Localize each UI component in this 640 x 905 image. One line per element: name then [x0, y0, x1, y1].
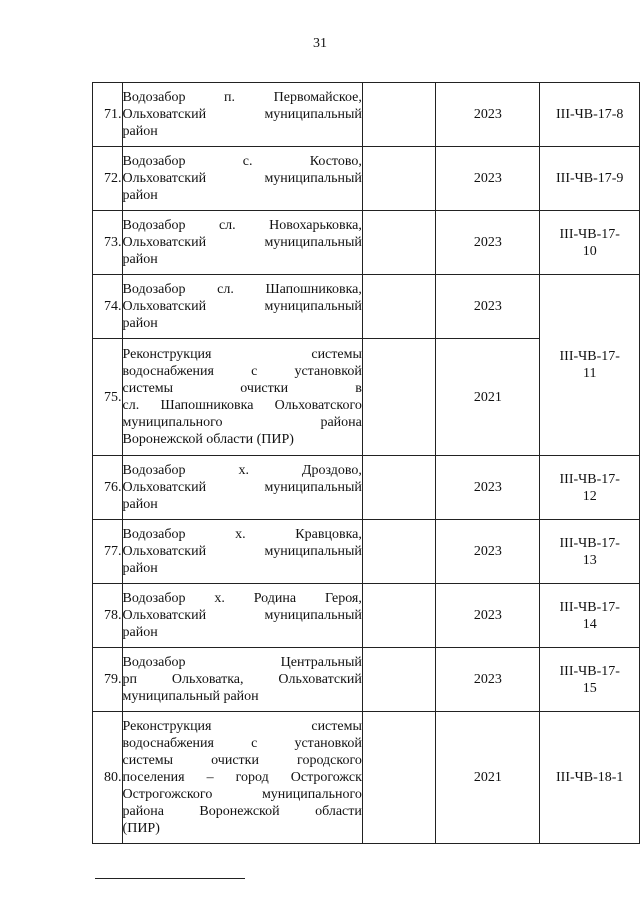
code-cell	[540, 83, 640, 147]
code-line: 12	[582, 488, 597, 504]
object-description	[122, 520, 362, 584]
description-line: Ольховатский муниципальный	[122, 544, 362, 559]
description-line: Водозабор х. Дроздово,	[122, 463, 362, 478]
year-cell: 2021	[436, 339, 540, 456]
table-row	[93, 456, 640, 520]
description-line: Ольховатский муниципальный	[122, 171, 362, 186]
description-line: Воронежской области (ПИР)	[122, 432, 294, 447]
code-cell-merged	[540, 275, 640, 456]
code-line: III-ЧВ-17-9	[556, 171, 624, 186]
year-cell: 2021	[436, 712, 540, 844]
description-line: Водозабор с. Костово,	[122, 154, 362, 169]
year-cell: 2023	[436, 520, 540, 584]
code-cell	[540, 584, 640, 648]
empty-cell	[362, 83, 435, 147]
code-line: 10	[582, 243, 597, 259]
year-cell: 2023	[436, 83, 540, 147]
table-row	[93, 648, 640, 712]
description-line: сл. Шапошниковка Ольховатского	[122, 398, 362, 413]
year-cell: 2023	[436, 456, 540, 520]
object-description	[122, 275, 362, 339]
table-row	[93, 147, 640, 211]
empty-cell	[362, 584, 435, 648]
objects-table	[92, 82, 640, 844]
object-description	[122, 648, 362, 712]
object-description	[122, 456, 362, 520]
table-row	[93, 83, 640, 147]
description-line: Водозабор сл. Новохарьковка,	[122, 218, 362, 233]
description-line: район	[122, 561, 158, 576]
row-number: 73.	[93, 211, 123, 275]
description-line: Водозабор п. Первомайское,	[122, 90, 362, 105]
table-row	[93, 275, 640, 339]
table-row	[93, 712, 640, 844]
code-line: III-ЧВ-17-	[559, 226, 620, 242]
code-line: III-ЧВ-17-	[559, 663, 620, 679]
object-description	[122, 339, 362, 456]
empty-cell	[362, 456, 435, 520]
page-number: 31	[313, 36, 327, 51]
code-cell	[540, 520, 640, 584]
code-line: III-ЧВ-17-	[559, 349, 620, 364]
description-line: Водозабор х. Родина Героя,	[122, 591, 362, 606]
row-number: 77.	[93, 520, 123, 584]
description-line: Реконструкция системы	[122, 347, 362, 362]
object-description	[122, 211, 362, 275]
code-cell	[540, 211, 640, 275]
description-line: поселения – город Острогожск	[122, 770, 362, 785]
empty-cell	[362, 339, 435, 456]
code-line: III-ЧВ-17-	[559, 535, 620, 551]
object-description	[122, 83, 362, 147]
object-description	[122, 147, 362, 211]
footnote-separator	[95, 878, 245, 879]
description-line: системы очистки городского	[122, 753, 362, 768]
code-line: 14	[582, 616, 597, 632]
table-row	[93, 211, 640, 275]
year-cell: 2023	[436, 648, 540, 712]
description-line: Острогожского муниципального	[122, 787, 362, 802]
description-line: Ольховатский муниципальный	[122, 299, 362, 314]
year-cell: 2023	[436, 147, 540, 211]
description-line: Ольховатский муниципальный	[122, 608, 362, 623]
description-line: (ПИР)	[122, 821, 160, 836]
description-line: муниципальный район	[122, 689, 259, 704]
table-row	[93, 584, 640, 648]
table-row	[93, 520, 640, 584]
description-line: района Воронежской области	[122, 804, 362, 819]
empty-cell	[362, 520, 435, 584]
code-line: 13	[582, 552, 597, 568]
description-line: Ольховатский муниципальный	[122, 235, 362, 250]
description-line: системы очистки в	[122, 381, 362, 396]
description-line: Реконструкция системы	[122, 719, 362, 734]
description-line: район	[122, 124, 158, 139]
description-line: район	[122, 316, 158, 331]
code-cell	[540, 648, 640, 712]
empty-cell	[362, 648, 435, 712]
code-cell	[540, 712, 640, 844]
code-line: III-ЧВ-17-8	[556, 107, 624, 122]
empty-cell	[362, 275, 435, 339]
code-cell	[540, 456, 640, 520]
code-line: 15	[582, 680, 597, 696]
code-line: III-ЧВ-18-1	[556, 770, 624, 785]
year-cell: 2023	[436, 211, 540, 275]
description-line: Водозабор Центральный	[122, 655, 362, 670]
object-description	[122, 712, 362, 844]
code-line: III-ЧВ-17-	[559, 599, 620, 615]
row-number: 71.	[93, 83, 123, 147]
row-number: 76.	[93, 456, 123, 520]
code-line: 11	[582, 366, 597, 381]
description-line: Ольховатский муниципальный	[122, 480, 362, 495]
empty-cell	[362, 712, 435, 844]
description-line: водоснабжения с установкой	[122, 736, 362, 751]
description-line: Ольховатский муниципальный	[122, 107, 362, 122]
description-line: район	[122, 188, 158, 203]
description-line: район	[122, 497, 158, 512]
description-line: район	[122, 625, 158, 640]
description-line: водоснабжения с установкой	[122, 364, 362, 379]
row-number: 75.	[93, 339, 123, 456]
description-line: Водозабор х. Кравцовка,	[122, 527, 362, 542]
row-number: 78.	[93, 584, 123, 648]
row-number: 80.	[93, 712, 123, 844]
row-number: 72.	[93, 147, 123, 211]
code-line: III-ЧВ-17-	[559, 471, 620, 487]
description-line: муниципального района	[122, 415, 362, 430]
empty-cell	[362, 147, 435, 211]
description-line: рп Ольховатка, Ольховатский	[122, 672, 362, 687]
year-cell: 2023	[436, 275, 540, 339]
description-line: Водозабор сл. Шапошниковка,	[122, 282, 362, 297]
code-cell	[540, 147, 640, 211]
row-number: 79.	[93, 648, 123, 712]
empty-cell	[362, 211, 435, 275]
description-line: район	[122, 252, 158, 267]
row-number: 74.	[93, 275, 123, 339]
year-cell: 2023	[436, 584, 540, 648]
object-description	[122, 584, 362, 648]
